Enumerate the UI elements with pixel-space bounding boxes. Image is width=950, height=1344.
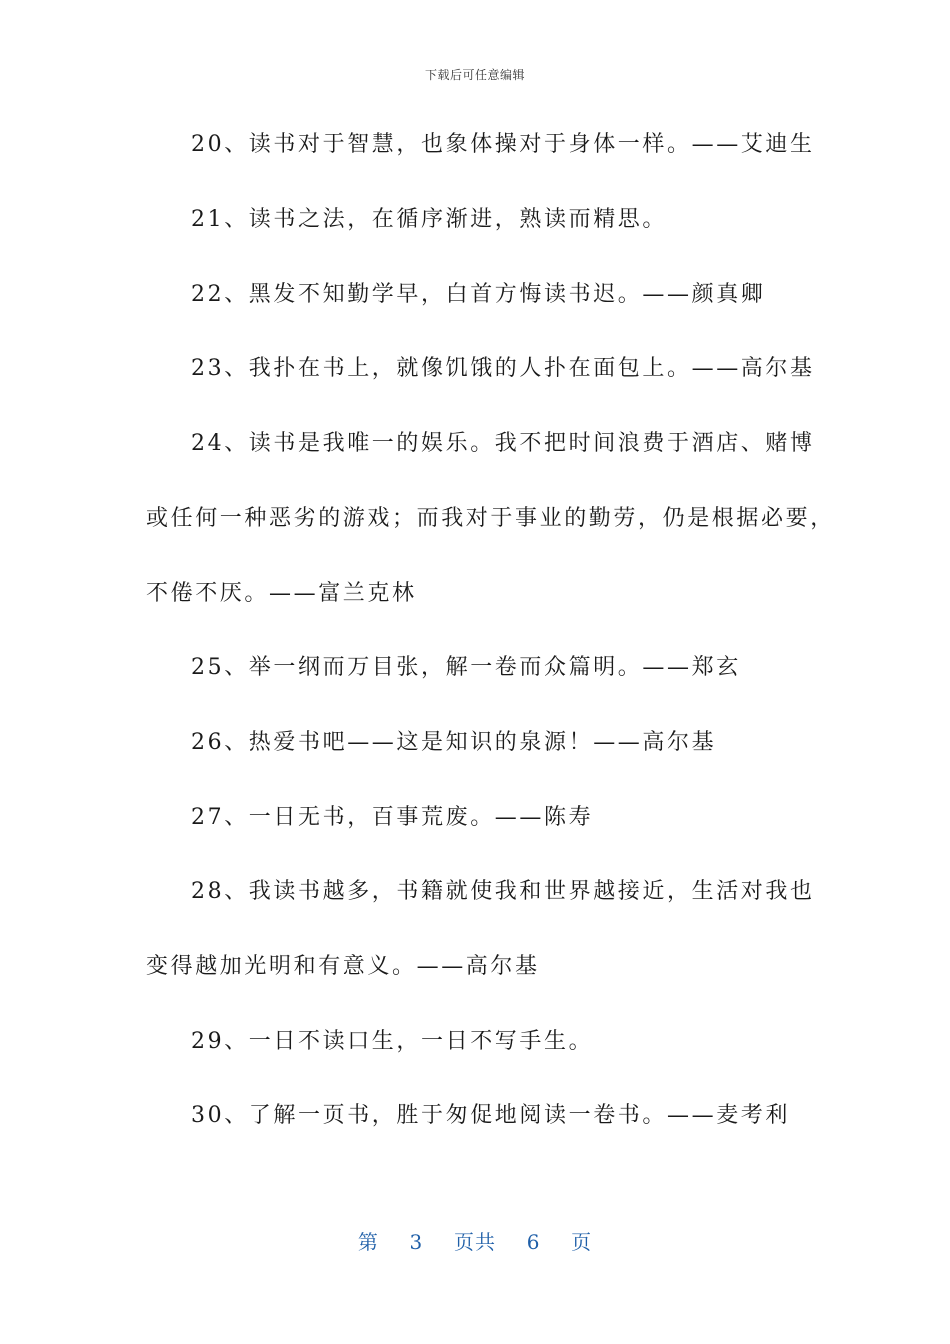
quote-line-29: 29、一日不读口生，一日不写手生。 [191, 1029, 594, 1054]
quote-line-20: 20、读书对于智慧，也象体操对于身体一样。——艾迪生 [191, 132, 815, 157]
quote-line-24-cont-2: 不倦不厌。——富兰克林 [146, 581, 417, 606]
footer-prefix: 第 [357, 1230, 379, 1254]
quote-line-24: 24、读书是我唯一的娱乐。我不把时间浪费于酒店、赌博 [191, 431, 815, 456]
quote-line-24-cont-1: 或任何一种恶劣的游戏；而我对于事业的勤劳，仍是根据必要， [146, 506, 835, 531]
quote-line-26: 26、热爱书吧——这是知识的泉源！——高尔基 [191, 730, 717, 755]
quote-line-25: 25、举一纲而万目张，解一卷而众篇明。——郑玄 [191, 655, 741, 680]
footer-current-page: 3 [409, 1230, 424, 1254]
footer-total-pages: 6 [526, 1230, 541, 1254]
quote-line-28-cont: 变得越加光明和有意义。——高尔基 [146, 954, 540, 979]
page-footer [0, 1226, 950, 1255]
footer-suffix: 页 [571, 1230, 593, 1254]
quote-line-28: 28、我读书越多，书籍就使我和世界越接近，生活对我也 [191, 879, 815, 904]
quote-line-30: 30、了解一页书，胜于匆促地阅读一卷书。——麦考利 [191, 1103, 790, 1128]
quote-line-27: 27、一日无书，百事荒废。——陈寿 [191, 805, 594, 830]
quote-line-23: 23、我扑在书上，就像饥饿的人扑在面包上。——高尔基 [191, 356, 815, 381]
footer-middle: 页共 [454, 1230, 496, 1254]
quote-line-22: 22、黑发不知勤学早，白首方悔读书迟。——颜真卿 [191, 282, 766, 307]
quote-line-21: 21、读书之法，在循序渐进，熟读而精思。 [191, 207, 667, 232]
page-header: 下载后可任意编辑 [424, 68, 525, 82]
